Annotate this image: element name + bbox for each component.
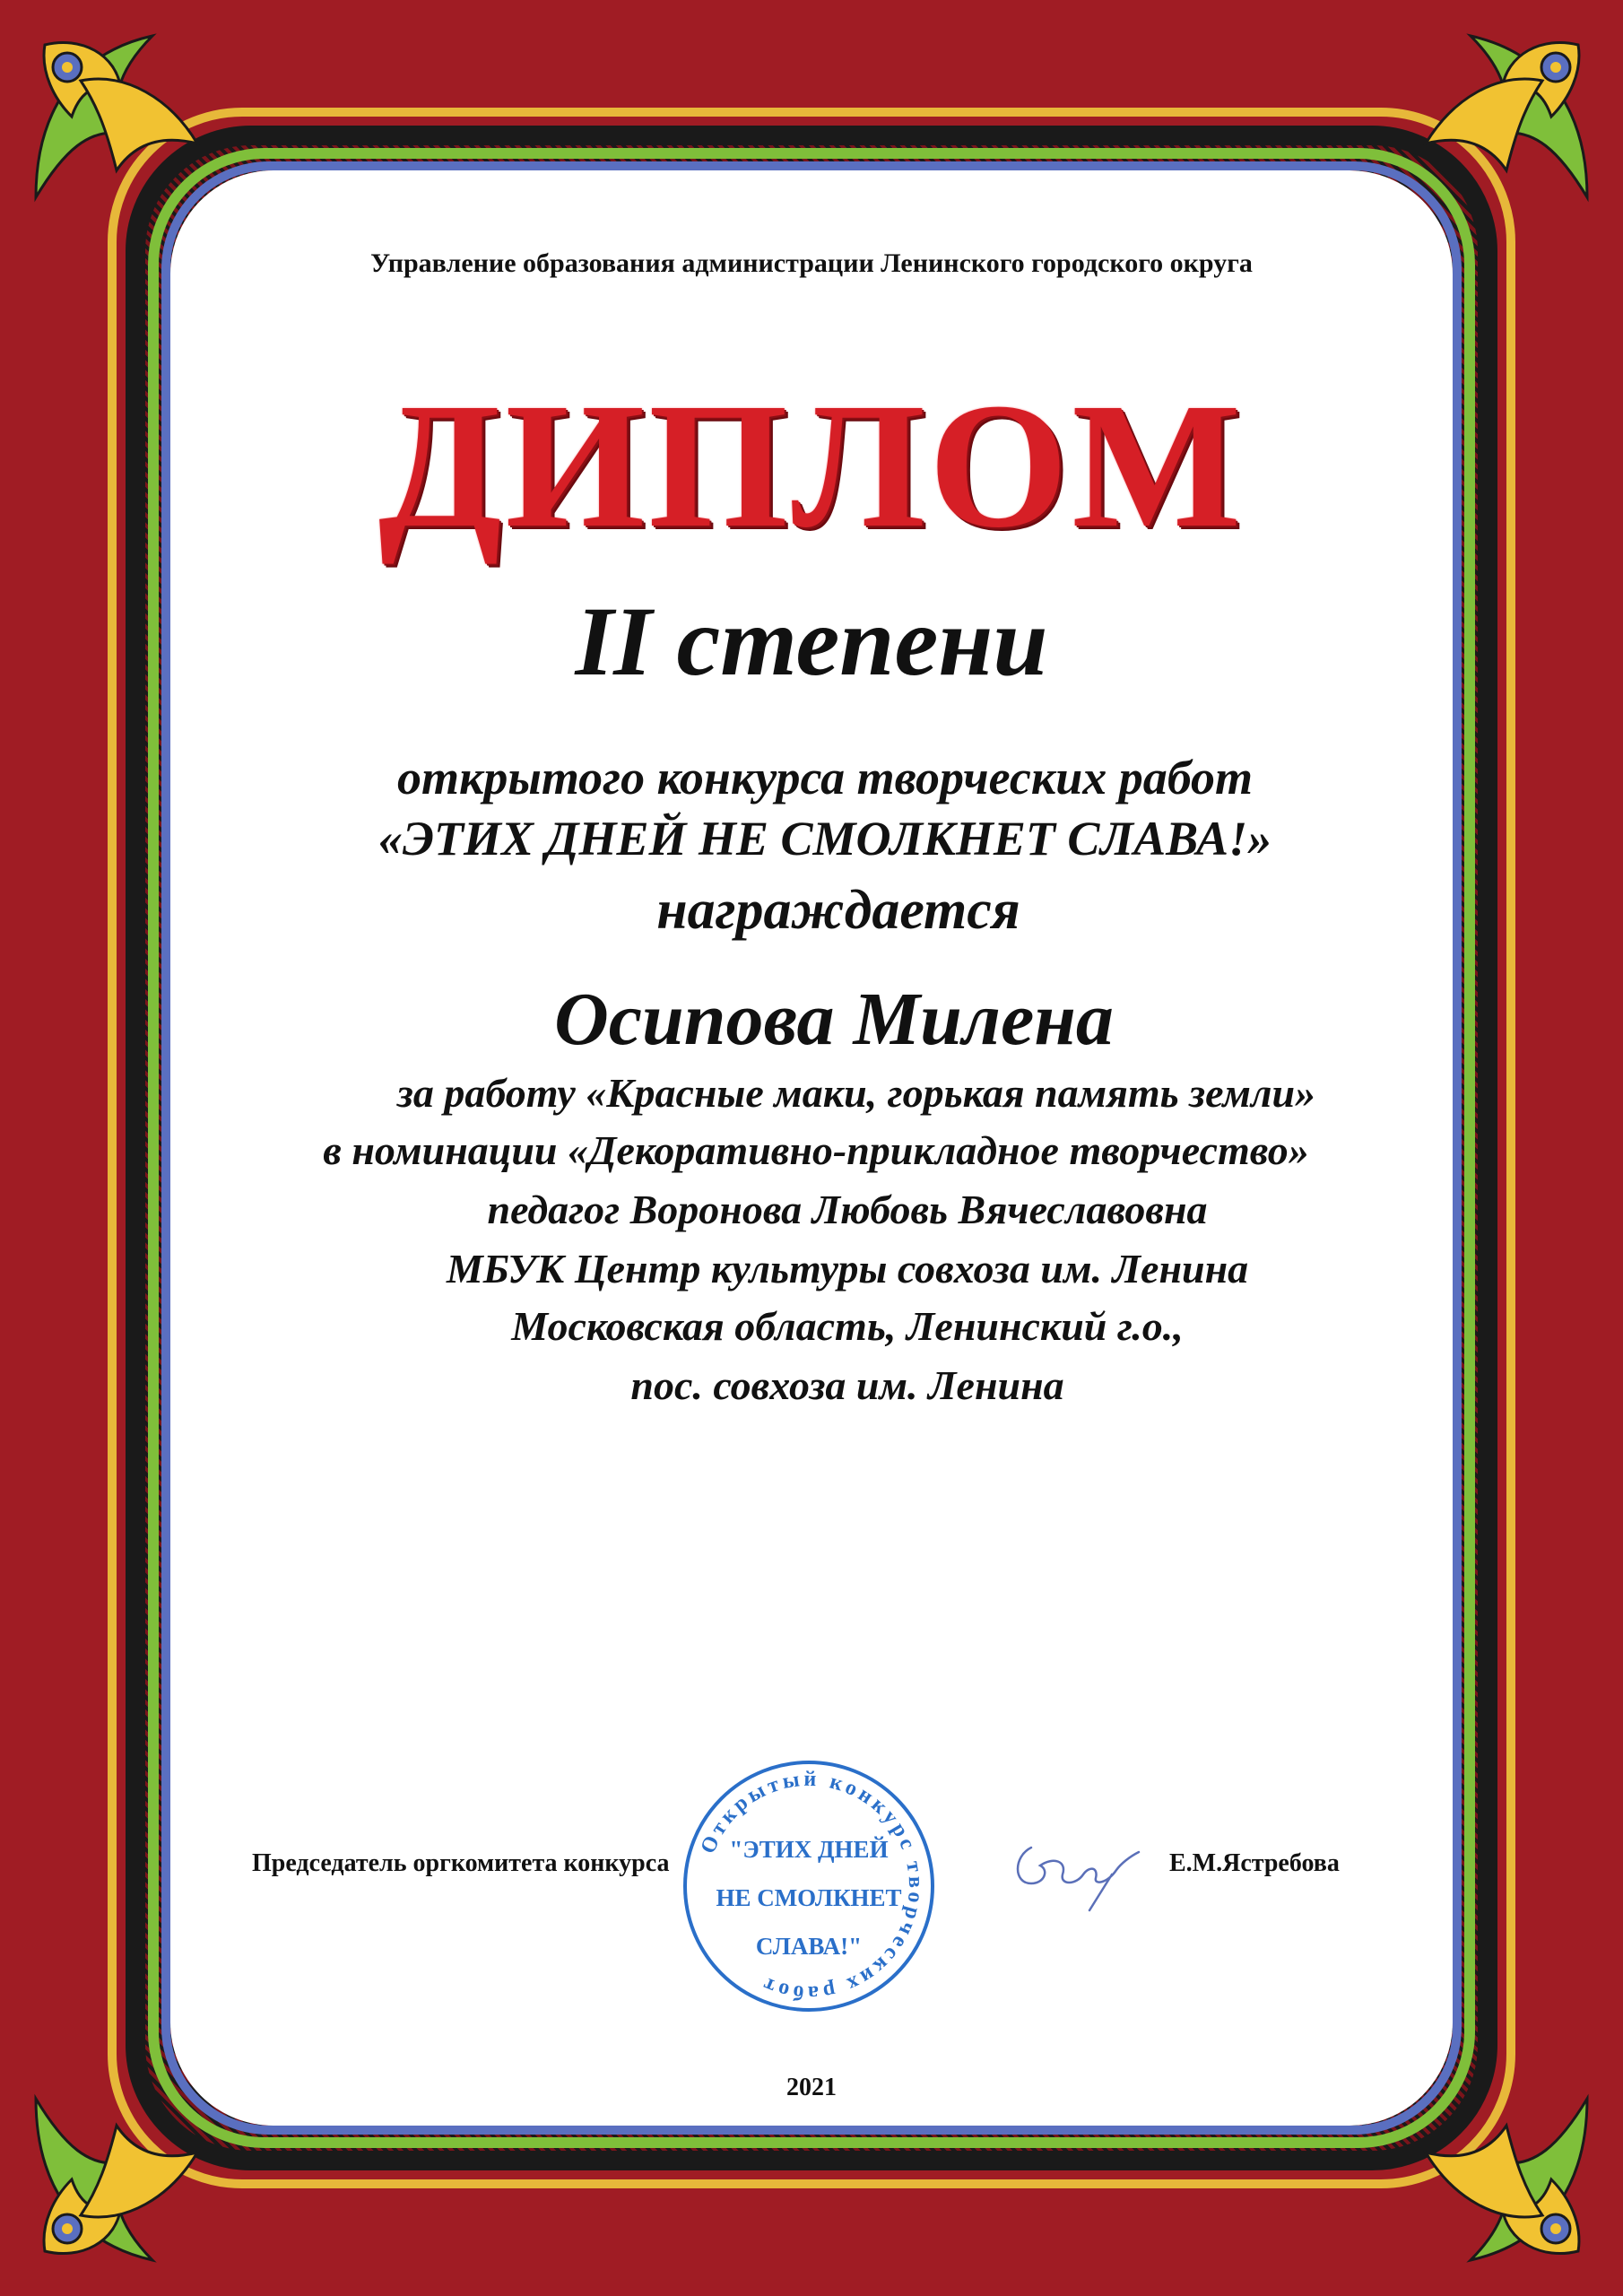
signer-name: Е.М.Ястребова (1169, 1849, 1340, 1877)
organization-header: Управление образования администрации Ленинского городского округа (370, 248, 1253, 278)
detail-line: Московская область, Ленинский г.о., (511, 1303, 1184, 1349)
corner-ornament-icon (1399, 2072, 1605, 2278)
detail-line: в номинации «Декоративно-прикладное творчество» (323, 1127, 1309, 1173)
recipient-name: Осипова Милена (554, 978, 1114, 1061)
year: 2021 (786, 2074, 837, 2101)
contest-line-2: «ЭТИХ ДНЕЙ НЕ СМОЛКНЕТ СЛАВА!» (378, 812, 1272, 865)
detail-line: пос. совхоза им. Ленина (630, 1362, 1064, 1408)
chair-label: Председатель оргкомитета конкурса (252, 1849, 670, 1877)
detail-line: за работу «Красные маки, горькая память земли» (396, 1070, 1316, 1116)
diploma-degree: II степени (575, 587, 1048, 696)
stamp-line-1: "ЭТИХ ДНЕЙ (729, 1836, 889, 1863)
corner-ornament-icon (18, 2072, 224, 2278)
stamp-ring-text: Открытый конкурс творческих работ (696, 1767, 928, 2005)
corner-ornament-icon (18, 18, 224, 224)
contest-line-1: открытого конкурса творческих работ (397, 751, 1253, 804)
awarded-text: награждается (656, 880, 1020, 941)
stamp-seal (674, 1752, 943, 2021)
detail-line: МБУК Центр культуры совхоза им. Ленина (446, 1246, 1249, 1292)
diploma-title: ДИПЛОМ (378, 367, 1245, 565)
signature (1004, 1821, 1148, 1919)
stamp-line-2: НЕ СМОЛКНЕТ (716, 1884, 902, 1911)
corner-ornament-icon (1399, 18, 1605, 224)
stamp-line-3: СЛАВА!" (755, 1933, 863, 1960)
detail-line: педагог Воронова Любовь Вячеславовна (487, 1187, 1208, 1232)
